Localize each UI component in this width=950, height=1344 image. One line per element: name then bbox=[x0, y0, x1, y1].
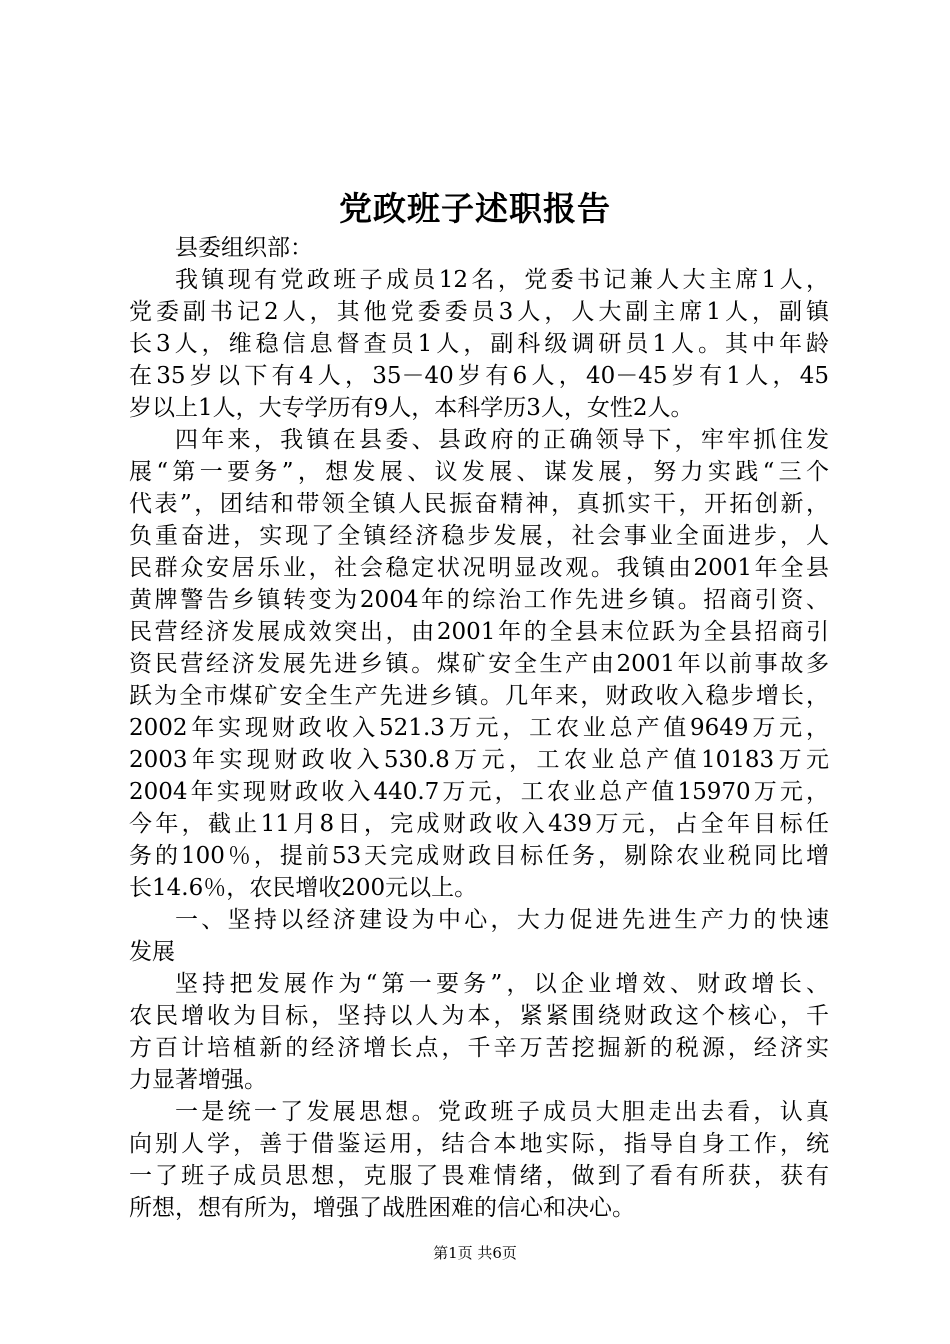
text-line: 长14.6％，农民增收200元以上。 bbox=[129, 875, 478, 901]
text-line: 民群众安居乐业，社会稳定状况明显改观。我镇由2001年全县 bbox=[129, 555, 829, 581]
text-line: 负重奋进，实现了全镇经济稳步发展，社会事业全面进步，人 bbox=[129, 523, 829, 549]
text-line: 方百计培植新的经济增长点，千辛万苦挖掘新的税源，经济实 bbox=[129, 1035, 829, 1061]
text-line: 黄牌警告乡镇转变为2004年的综治工作先进乡镇。招商引资、 bbox=[129, 587, 829, 613]
text-line: 县委组织部： bbox=[175, 235, 313, 261]
text-line: 力显著增强。 bbox=[129, 1067, 267, 1093]
text-line: 资民营经济发展先进乡镇。煤矿安全生产由2001年以前事故多 bbox=[129, 651, 829, 677]
text-line: 民营经济发展成效突出，由2001年的全县末位跃为全县招商引 bbox=[129, 619, 829, 645]
text-line: 2003年实现财政收入530.8万元，工农业总产值10183万元 bbox=[129, 747, 829, 773]
document-body bbox=[129, 232, 829, 1224]
text-line: 所想，想有所为，增强了战胜困难的信心和决心。 bbox=[129, 1195, 635, 1221]
text-line: 今年，截止11月8日，完成财政收入439万元，占全年目标任 bbox=[129, 811, 829, 837]
text-line: 农民增收为目标，坚持以人为本，紧紧围绕财政这个核心，千 bbox=[129, 1003, 829, 1029]
text-line: 一是统一了发展思想。党政班子成员大胆走出去看，认真 bbox=[175, 1099, 829, 1125]
page-footer: 第1页 共6页 bbox=[433, 1244, 517, 1262]
document-title: 党政班子述职报告 bbox=[339, 189, 611, 228]
text-line: 2002年实现财政收入521.3万元，工农业总产值9649万元， bbox=[129, 715, 829, 741]
text-line: 一、坚持以经济建设为中心，大力促进先进生产力的快速 bbox=[175, 907, 829, 933]
text-line: 岁以上1人，大专学历有9人，本科学历3人，女性2人。 bbox=[129, 395, 694, 421]
text-line: 四年来，我镇在县委、县政府的正确领导下，牢牢抓住发 bbox=[175, 427, 829, 453]
text-line: 向别人学，善于借鉴运用，结合本地实际，指导自身工作，统 bbox=[129, 1131, 829, 1157]
text-line: 坚持把发展作为“第一要务”，以企业增效、财政增长、 bbox=[175, 971, 829, 997]
text-line: 发展 bbox=[129, 939, 175, 965]
text-line: 长3人，维稳信息督查员1人，副科级调研员1人。其中年龄 bbox=[129, 331, 829, 357]
text-line: 一了班子成员思想，克服了畏难情绪，做到了看有所获，获有 bbox=[129, 1163, 829, 1189]
text-line: 2004年实现财政收入440.7万元，工农业总产值15970万元， bbox=[129, 779, 829, 805]
text-line: 跃为全市煤矿安全生产先进乡镇。几年来，财政收入稳步增长， bbox=[129, 683, 829, 709]
text-line: 代表”，团结和带领全镇人民振奋精神，真抓实干，开拓创新， bbox=[129, 491, 829, 517]
text-line: 展“第一要务”，想发展、议发展、谋发展，努力实践“三个 bbox=[129, 459, 829, 485]
text-line: 党委副书记2人，其他党委委员3人，人大副主席1人，副镇 bbox=[129, 299, 829, 325]
text-line: 在35岁以下有4人，35－40岁有6人，40－45岁有1人，45 bbox=[129, 363, 829, 389]
text-line: 务的100％，提前53天完成财政目标任务，剔除农业税同比增 bbox=[129, 843, 829, 869]
text-line: 我镇现有党政班子成员12名，党委书记兼人大主席1人， bbox=[175, 267, 829, 293]
